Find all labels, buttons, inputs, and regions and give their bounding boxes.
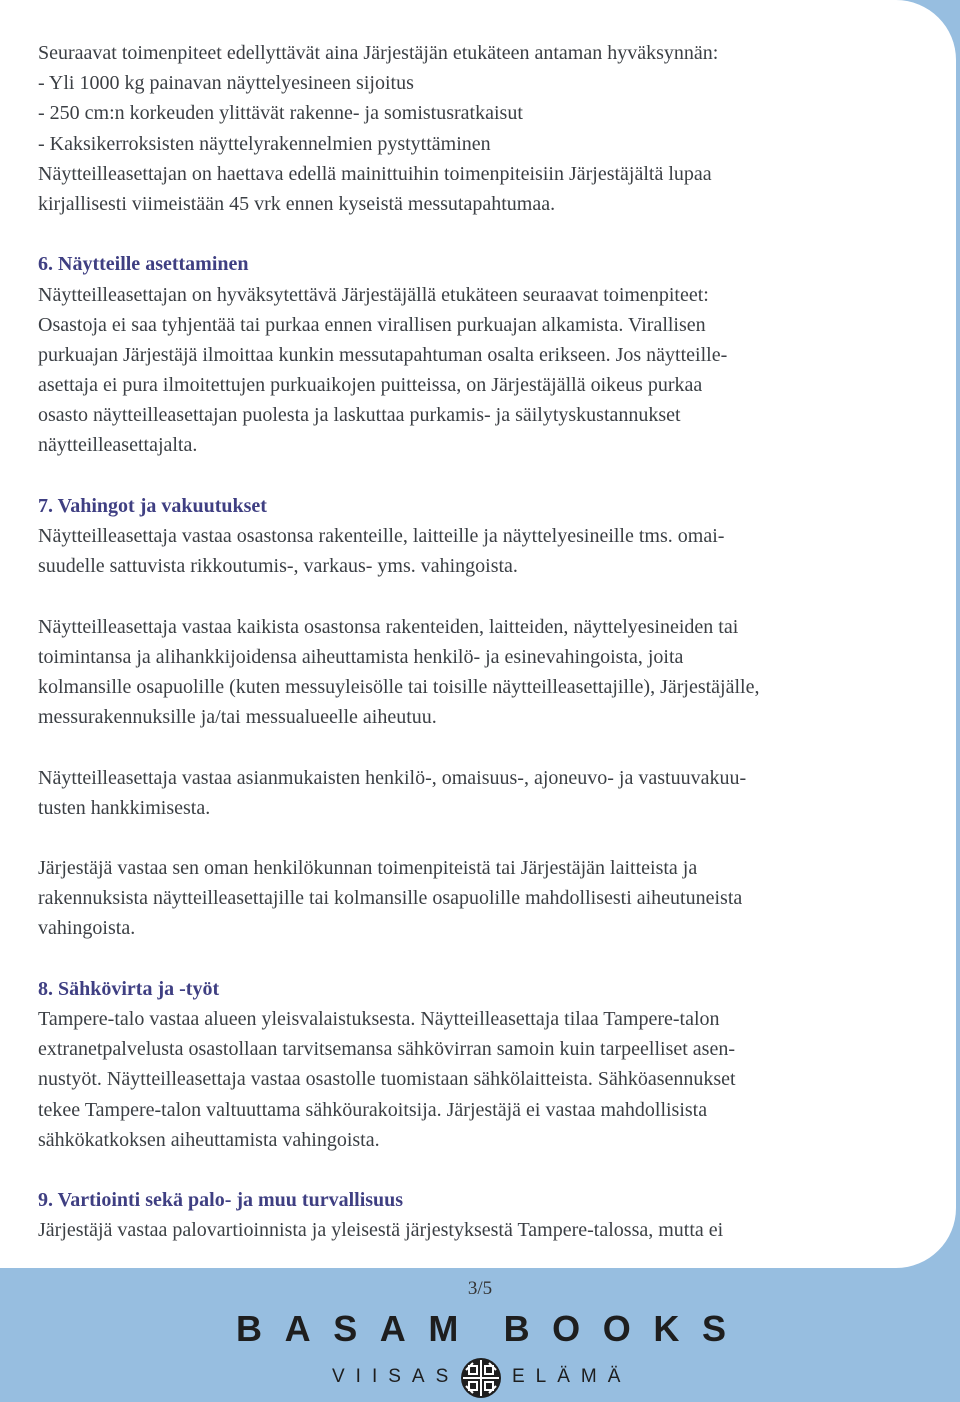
text-line: Näytteilleasettajan on hyväksytettävä Järjestäjällä etukäteen seuraavat toimenpiteet: [38, 283, 709, 306]
text-line: Osastoja ei saa tyhjentää tai purkaa ennen virallisen purkuajan alkamista. Virallisen [38, 313, 706, 336]
text-line: Seuraavat toimenpiteet edellyttävät aina Järjestäjän etukäteen antaman hyväksynnän: [38, 42, 719, 64]
section-7-paragraph-3 [38, 763, 918, 823]
section-8-body [38, 1004, 918, 1155]
paragraph-approval-requirements [38, 38, 918, 219]
section-6-heading: 6. Näytteille asettaminen [38, 253, 249, 276]
text-line: extranetpalvelusta osastollaan tarvitsemansa sähkövirran samoin kuin tarpeelliset asen- [38, 1038, 735, 1061]
brand-letter: O [552, 1308, 581, 1349]
text-line: - 250 cm:n korkeuden ylittävät rakenne- ja somistusratkaisut [38, 102, 523, 125]
text-line: rakennuksista näytteilleasettajille tai kolmansille osapuolille mahdollisesti aiheutuneista [38, 887, 743, 910]
text-line: sähkökatkoksen aiheuttamista vahingoista. [38, 1128, 380, 1151]
text-line: kolmansille osapuolille (kuten messuyleisölle tai toisille näytteilleasettajille), Järjestäjälle, [38, 675, 760, 698]
document-body [38, 38, 918, 1246]
text-line: nustyöt. Näytteilleasettaja vastaa osastolle tuomistaan sähkölaitteista. Sähköasennukset [38, 1068, 736, 1091]
text-line: Näytteilleasettaja vastaa kaikista osastonsa rakenteiden, laitteiden, näyttelyesineiden tai [38, 615, 739, 638]
brand-letter: K [653, 1308, 680, 1349]
tagline-right: ELÄMÄ [512, 1366, 632, 1387]
tagline-left: VIISAS [332, 1366, 460, 1387]
text-line: näytteilleasettajalta. [38, 434, 198, 457]
text-line: osasto näytteilleasettajan puolesta ja laskuttaa purkamis- ja säilytyskustannukset [38, 404, 681, 427]
text-line: Näytteilleasettaja vastaa asianmukaisten henkilö-, omaisuus-, ajoneuvo- ja vastuuvakuu- [38, 766, 747, 789]
basam-emblem-icon [460, 1357, 502, 1399]
section-7-paragraph-1 [38, 521, 918, 581]
brand-wordmark [236, 1308, 726, 1350]
text-line: - Kaksikerroksisten näyttelyrakennelmien pystyttäminen [38, 132, 491, 155]
brand-letter: A [284, 1308, 311, 1349]
section-9-body [38, 1215, 918, 1245]
text-line: Näytteilleasettaja vastaa osastonsa rakenteille, laitteille ja näyttelyesineille tms. omai- [38, 525, 725, 547]
text-line: - Yli 1000 kg painavan näyttelyesineen sijoitus [38, 72, 414, 95]
text-line: tekee Tampere-talon valtuuttama sähköurakoitsija. Järjestäjä ei vastaa mahdollisista [38, 1098, 708, 1121]
text-line: asettaja ei pura ilmoitettujen purkuaikojen puitteissa, on Järjestäjällä oikeus purkaa [38, 374, 703, 397]
brand-letter: B [236, 1308, 262, 1349]
brand-letter: A [379, 1308, 406, 1349]
brand-tagline [332, 1356, 632, 1400]
text-line: Järjestäjä vastaa sen oman henkilökunnan toimenpiteistä tai Järjestäjän laitteista ja [38, 857, 698, 880]
brand-letter: O [602, 1308, 631, 1349]
brand-letter: B [503, 1308, 530, 1349]
text-line: Tampere-talo vastaa alueen yleisvalaistuksesta. Näytteilleasettaja tilaa Tampere-talon [38, 1008, 720, 1030]
section-8-heading: 8. Sähkövirta ja -työt [38, 977, 220, 1000]
text-line: toimintansa ja alihankkijoidensa aiheuttamista henkilö- ja esinevahingoista, joita [38, 645, 684, 668]
section-6-body [38, 280, 918, 461]
text-line: suudelle sattuvista rikkoutumis-, varkaus- yms. vahingoista. [38, 555, 518, 578]
page-number: 3/5 [467, 1278, 493, 1299]
section-7-paragraph-2 [38, 612, 918, 733]
text-line: Järjestäjä vastaa palovartioinnista ja yleisestä järjestyksestä Tampere-talossa, mutta ei [38, 1219, 724, 1242]
text-line: vahingoista. [38, 917, 136, 940]
text-line: kirjallisesti viimeistään 45 vrk ennen kyseistä messutapahtumaa. [38, 192, 556, 215]
brand-letter: S [333, 1308, 358, 1349]
text-line: purkuajan Järjestäjä ilmoittaa kunkin messutapahtuman osalta erikseen. Jos näytteille- [38, 343, 728, 366]
text-line: Näytteilleasettajan on haettava edellä mainittuihin toimenpiteisiin Järjestäjältä lupaa [38, 162, 712, 185]
brand-letter: S [701, 1308, 726, 1349]
brand-letter: M [428, 1308, 459, 1349]
text-line: messurakennuksille ja/tai messualueelle aiheutuu. [38, 706, 437, 729]
text-line: tusten hankkimisesta. [38, 796, 211, 819]
section-9-heading: 9. Vartiointi sekä palo- ja muu turvallisuus [38, 1189, 404, 1212]
section-7-heading: 7. Vahingot ja vakuutukset [38, 494, 267, 517]
section-7-paragraph-4 [38, 853, 918, 944]
